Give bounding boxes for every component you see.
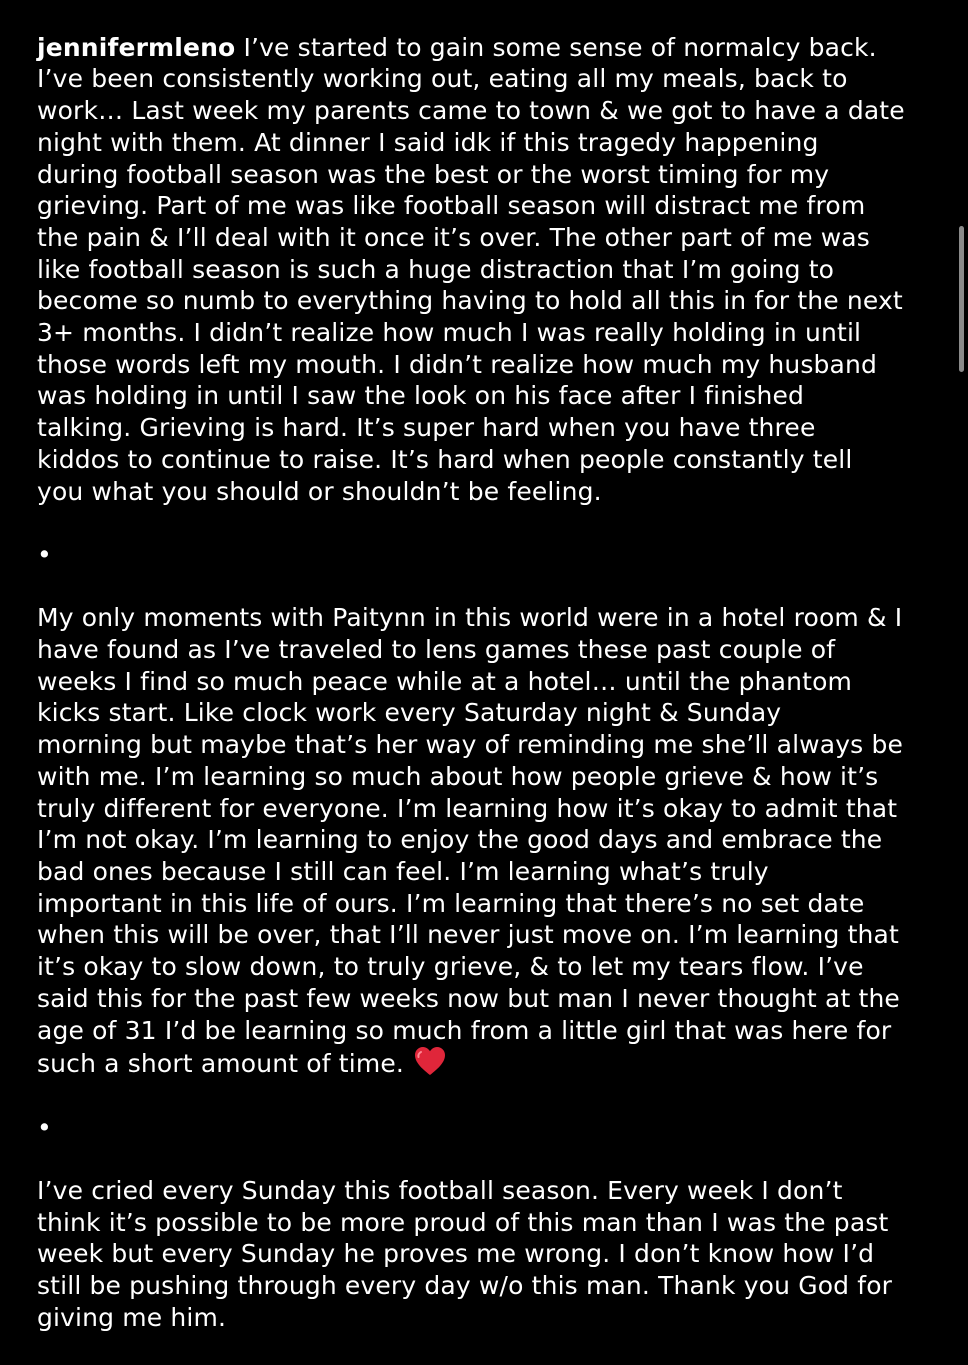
caption-text <box>37 0 942 1365</box>
red-heart-icon <box>414 1046 446 1076</box>
bullet-separator-1: • <box>37 539 52 569</box>
paragraph-1-text: I’ve started to gain some sense of normalcy back. I’ve been consistently working out, eating all my meals, back to work… Last week my parents came to town & we got to have a date night with them. At dinner I said idk if this tragedy happening during football season was the best or the worst timing for my grieving. Part of me was like football season will distract me from the pain & I’ll deal with it once it’s over. The other part of me was like football season is such a huge distraction that I’m going to become so numb to everything having to hold all this in for the next 3+ months. I didn’t realize how much I was really holding in until those words left my mouth. I didn’t realize how much my husband was holding in until I saw the look on his face after I finished talking. Grieving is hard. It’s super hard when you have three kiddos to continue to raise. It’s hard when people constantly tell you what you should or shouldn’t be feeling. <box>37 32 905 506</box>
caption-paragraph-2 <box>37 602 942 1080</box>
caption-paragraph-1 <box>37 32 942 508</box>
vertical-scrollbar[interactable] <box>959 226 964 372</box>
caption-paragraph-3: I’ve cried every Sunday this football season. Every week I don’t think it’s possible to be more proud of this man than I was the past week but every Sunday he proves me wrong. I don’t know how I’d still be pushing through every day w/o this man. Thank you God for giving me him. <box>37 1176 893 1332</box>
username-link[interactable]: jennifermleno <box>37 32 236 62</box>
paragraph-2-text: My only moments with Paitynn in this world were in a hotel room & I have found as I’ve traveled to lens games these past couple of weeks I find so much peace while at a hotel… until the phantom kicks start. Like clock work every Saturday night & Sunday morning but maybe that’s her way of reminding me she’ll always be with me. I’m learning so much about how people grieve & how it’s truly different for everyone. I’m learning how it’s okay to admit that I’m not okay. I’m learning to enjoy the good days and embrace the bad ones because I still can feel. I’m learning what’s truly important in this life of ours. I’m learning that there’s no set date when this will be over, that I’ll never just move on. I’m learning that it’s okay to slow down, to truly grieve, & to let my tears flow. I’ve said this for the past few weeks now but man I never thought at the age of 31 I’d be learning so much from a little girl that was here for such a short amount of time. <box>37 603 903 1079</box>
bullet-separator-2: • <box>37 1112 52 1142</box>
